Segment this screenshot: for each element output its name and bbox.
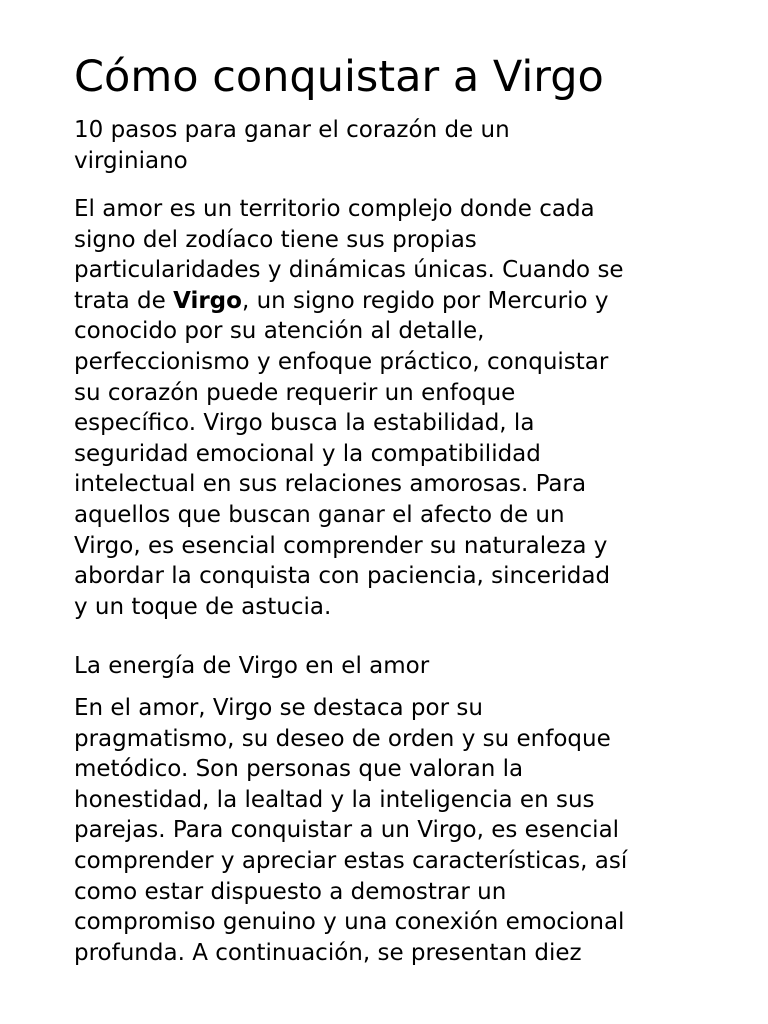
paragraph-line: perfeccionismo y enfoque práctico, conquistar [74,348,609,375]
paragraph-line: pragmatismo, su deseo de orden y su enfoque [74,725,611,752]
paragraph-line: signo del zodíaco tiene sus propias [74,226,477,253]
paragraph-line: abordar la conquista con paciencia, sinceridad [74,563,611,590]
paragraph-line: intelectual en sus relaciones amorosas. Para [74,471,587,498]
paragraph-line: conocido por su atención al detalle, [74,318,485,345]
paragraph-line: compromiso genuino y una conexión emocional [74,909,625,936]
paragraph-line: comprender y apreciar estas características, así [74,847,628,874]
paragraph-line: específico. Virgo busca la estabilidad, la [74,410,535,437]
line-text: trata de [74,287,174,314]
page-title: Cómo conquistar a Virgo [74,52,604,102]
section-heading: La energía de Virgo en el amor [74,653,430,679]
paragraph-line: En el amor, Virgo se destaca por su [74,695,483,721]
paragraph-line: parejas. Para conquistar a un Virgo, es esencial [74,817,620,844]
bold-virgo: Virgo [173,287,242,314]
line-text: , un signo regido por Mercurio y [241,287,609,314]
section-paragraph [74,693,714,968]
paragraph-line [74,286,714,317]
paragraph-line: aquellos que buscan ganar el afecto de un [74,501,565,528]
paragraph-line: y un toque de astucia. [74,593,332,620]
subtitle-line: virginiano [74,147,188,174]
page-subtitle [74,115,674,176]
subtitle-line: 10 pasos para ganar el corazón de un [74,117,510,143]
paragraph-line: su corazón puede requerir un enfoque [74,379,516,406]
paragraph-line: honestidad, la lealtad y la inteligencia en sus [74,786,595,813]
paragraph-line: profunda. A continuación, se presentan diez [74,939,582,966]
paragraph-line: seguridad emocional y la compatibilidad [74,440,541,467]
intro-paragraph [74,194,714,622]
paragraph-line: Virgo, es esencial comprender su naturaleza y [74,532,608,559]
paragraph-line: como estar dispuesto a demostrar un [74,878,507,905]
paragraph-line: El amor es un territorio complejo donde cada [74,196,595,222]
paragraph-line: particularidades y dinámicas únicas. Cuando se [74,257,624,284]
paragraph-line: metódico. Son personas que valoran la [74,756,524,783]
